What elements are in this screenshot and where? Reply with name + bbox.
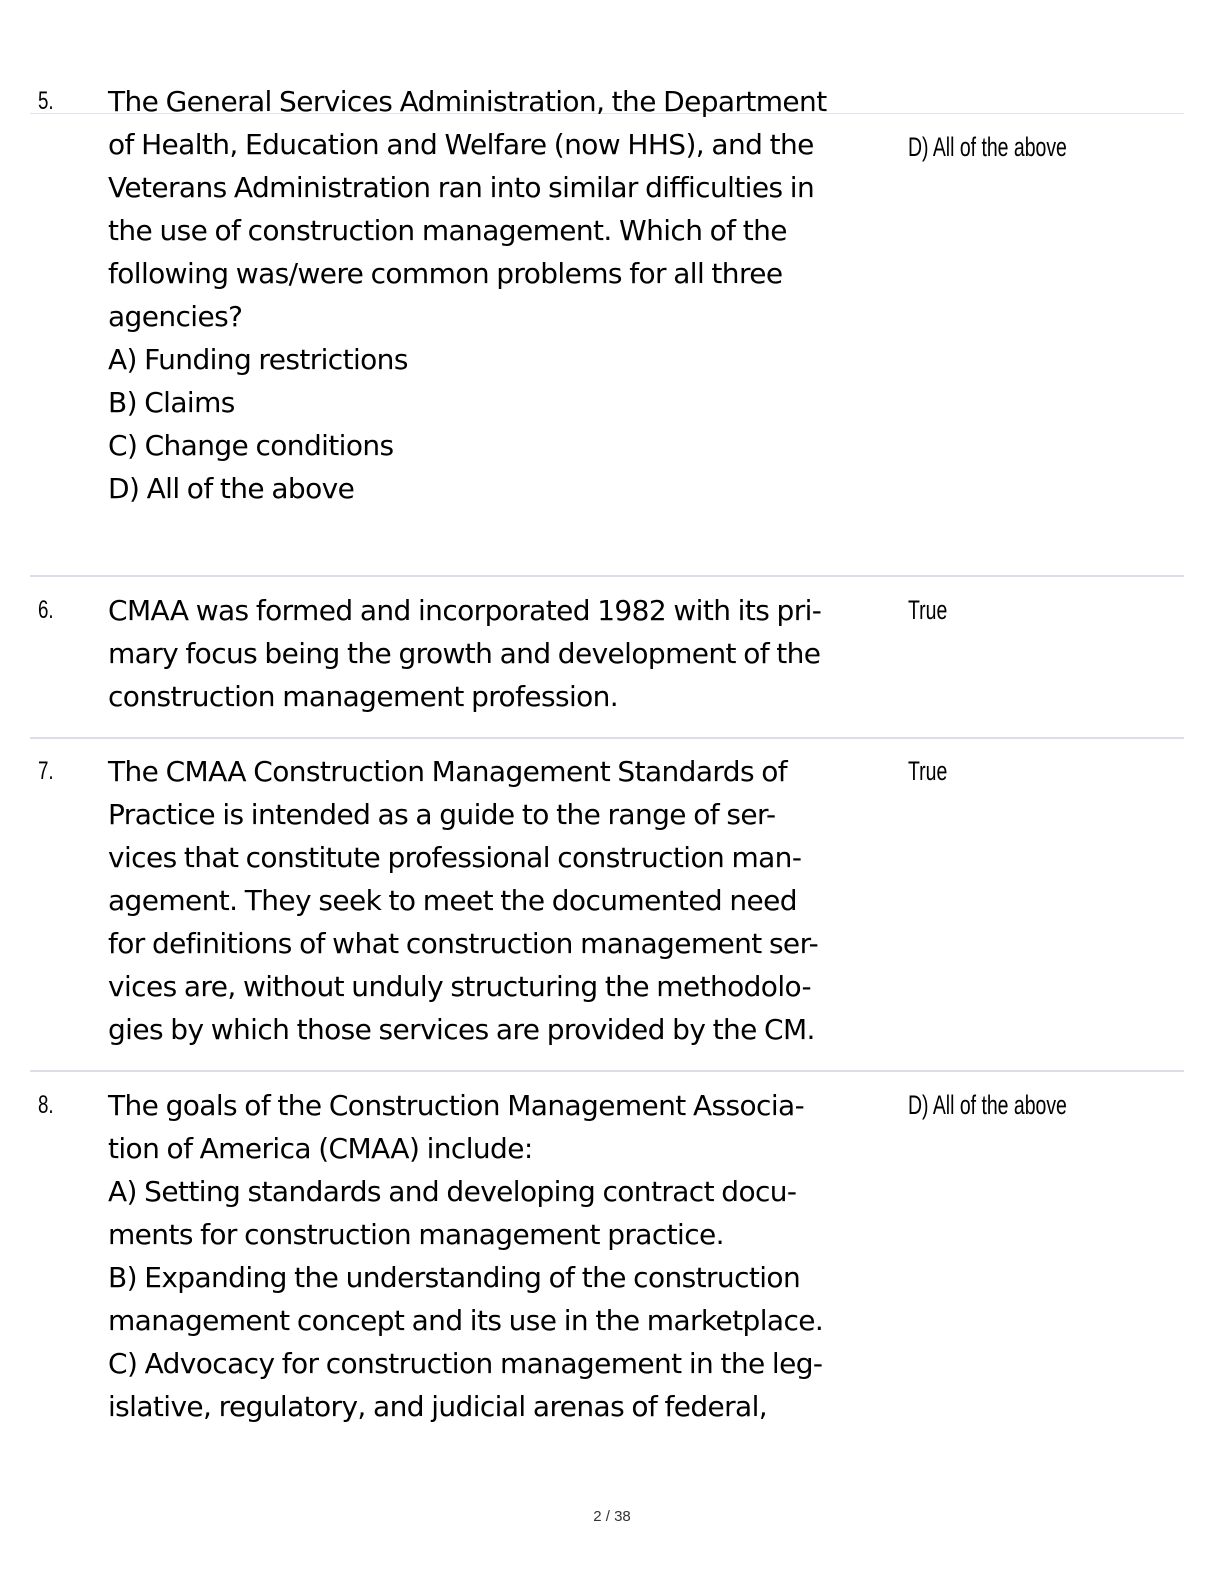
answer-text: True bbox=[908, 595, 948, 625]
question-text bbox=[108, 80, 900, 510]
divider bbox=[30, 1070, 1184, 1072]
question-option: ments for construction management practice. bbox=[108, 1218, 724, 1251]
divider bbox=[30, 575, 1184, 577]
question-line: agement. They seek to meet the documented need bbox=[108, 884, 797, 917]
question-line: vices that constitute professional construction man- bbox=[108, 841, 802, 874]
question-text bbox=[108, 750, 900, 1051]
question-line: mary focus being the growth and development of the bbox=[108, 637, 821, 670]
question-option: D) All of the above bbox=[108, 472, 355, 505]
question-line: construction management profession. bbox=[108, 680, 619, 713]
divider bbox=[30, 737, 1184, 739]
question-line: Practice is intended as a guide to the range of ser- bbox=[108, 798, 776, 831]
answer-text: D) All of the above bbox=[908, 132, 1067, 162]
question-line: for definitions of what construction management ser- bbox=[108, 927, 819, 960]
question-line: gies by which those services are provided by the CM. bbox=[108, 1013, 815, 1046]
question-option: B) Expanding the understanding of the construction bbox=[108, 1261, 801, 1294]
answer-text: D) All of the above bbox=[908, 1090, 1067, 1120]
question-option: C) Advocacy for construction management in the leg- bbox=[108, 1347, 823, 1380]
answer-text: True bbox=[908, 756, 948, 786]
question-line: The goals of the Construction Management Associa- bbox=[108, 1089, 805, 1122]
question-option: A) Funding restrictions bbox=[108, 343, 408, 376]
question-text bbox=[108, 1084, 900, 1428]
question-line: agencies? bbox=[108, 300, 243, 333]
question-text bbox=[108, 589, 900, 718]
question-line: vices are, without unduly structuring the methodolo- bbox=[108, 970, 812, 1003]
question-option: C) Change conditions bbox=[108, 429, 394, 462]
question-option: management concept and its use in the marketplace. bbox=[108, 1304, 824, 1337]
page-number: 2 / 38 bbox=[593, 1508, 631, 1525]
question-line: The CMAA Construction Management Standards of bbox=[108, 755, 788, 788]
question-line: of Health, Education and Welfare (now HHS), and the bbox=[108, 128, 814, 161]
question-line: tion of America (CMAA) include: bbox=[108, 1132, 533, 1165]
question-number: 5. bbox=[38, 87, 54, 115]
question-line: the use of construction management. Which of the bbox=[108, 214, 787, 247]
question-option: islative, regulatory, and judicial arenas of federal, bbox=[108, 1390, 768, 1423]
question-line: CMAA was formed and incorporated 1982 with its pri- bbox=[108, 594, 822, 627]
question-option: B) Claims bbox=[108, 386, 235, 419]
question-line: Veterans Administration ran into similar difficulties in bbox=[108, 171, 815, 204]
question-option: A) Setting standards and developing contract docu- bbox=[108, 1175, 797, 1208]
question-number: 7. bbox=[38, 757, 54, 785]
question-line: following was/were common problems for all three bbox=[108, 257, 783, 290]
question-number: 6. bbox=[38, 596, 54, 624]
question-number: 8. bbox=[38, 1091, 54, 1119]
question-line: The General Services Administration, the Department bbox=[108, 85, 827, 118]
